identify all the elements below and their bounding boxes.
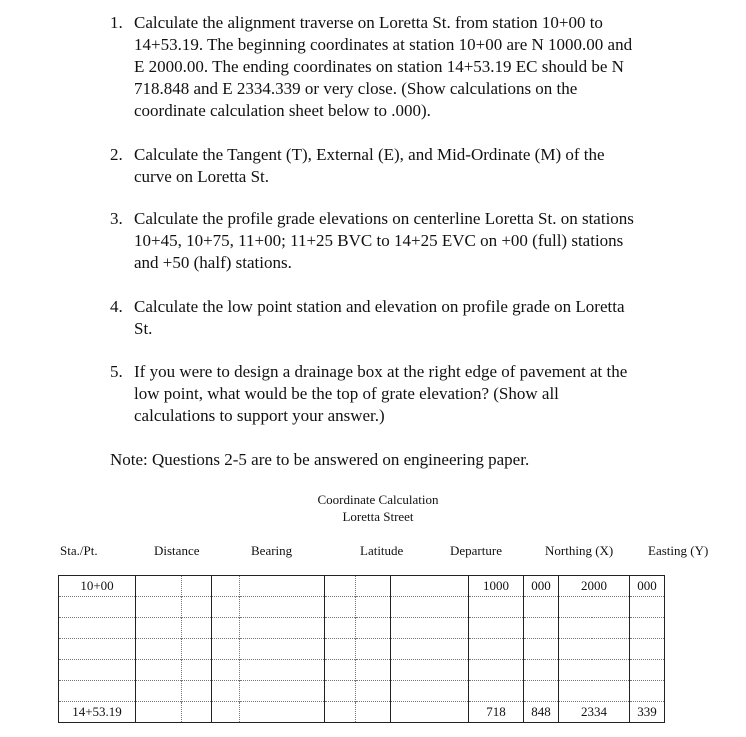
header-easting: Easting (Y)	[648, 543, 709, 558]
table-row	[59, 597, 665, 618]
question-number: 2.	[110, 145, 123, 164]
question-line: coordinate calculation sheet below to .000).	[134, 101, 431, 120]
question-line: Calculate the profile grade elevations on centerline Loretta St. on stations	[134, 209, 634, 228]
table-row	[59, 639, 665, 660]
table-row	[59, 660, 665, 681]
start-northing-dec: 000	[531, 578, 551, 593]
question-line: low point, what would be the top of grate elevation? (Show all	[134, 384, 559, 403]
header-distance: Distance	[154, 543, 200, 558]
cell-northing-dec[interactable]	[524, 702, 559, 723]
question-line: E 2000.00. The ending coordinates on station 14+53.19 EC should be N	[134, 57, 624, 76]
sheet-title: Coordinate Calculation	[317, 492, 439, 507]
question-line: Calculate the low point station and elevation on profile grade on Loretta	[134, 297, 625, 316]
cell-station[interactable]	[59, 576, 136, 597]
cell-bearing[interactable]	[240, 576, 325, 597]
question-line: and +50 (half) stations.	[134, 253, 292, 272]
header-departure: Departure	[450, 543, 502, 558]
question-line: 10+45, 10+75, 11+00; 11+25 BVC to 14+25 EVC on +00 (full) stations	[134, 231, 624, 250]
cell-easting[interactable]	[559, 702, 630, 723]
start-easting-dec: 000	[637, 578, 657, 593]
coordinate-calculation-table	[58, 575, 665, 723]
end-easting: 2334	[581, 704, 607, 719]
end-northing: 718	[486, 704, 506, 719]
end-easting-dec: 339	[637, 704, 657, 719]
question-line: St.	[134, 319, 153, 338]
cell-distance-dec[interactable]	[182, 576, 212, 597]
cell-northing-dec[interactable]	[524, 576, 559, 597]
sheet-subtitle: Loretta Street	[342, 509, 414, 524]
header-northing: Northing (X)	[545, 543, 614, 558]
question-number: 1.	[110, 13, 123, 32]
cell-bearing-deg[interactable]	[212, 576, 240, 597]
question-line: Calculate the Tangent (T), External (E), and Mid-Ordinate (M) of the	[134, 145, 605, 164]
question-number: 5.	[110, 362, 123, 381]
question-line: If you were to design a drainage box at the right edge of pavement at the	[134, 362, 628, 381]
question-number: 4.	[110, 297, 123, 316]
cell-station[interactable]	[59, 702, 136, 723]
question-2	[110, 144, 710, 188]
question-line: calculations to support your answer.)	[134, 406, 385, 425]
question-line: Calculate the alignment traverse on Loretta St. from station 10+00 to	[134, 13, 603, 32]
table-row-end	[59, 702, 665, 723]
cell-easting[interactable]	[559, 576, 630, 597]
question-number: 3.	[110, 209, 123, 228]
table-row	[59, 681, 665, 702]
cell-distance[interactable]	[136, 576, 182, 597]
start-station: 10+00	[80, 578, 114, 593]
cell-easting-dec[interactable]	[630, 702, 665, 723]
cell-northing[interactable]	[469, 576, 524, 597]
cell-northing[interactable]	[469, 702, 524, 723]
end-station: 14+53.19	[72, 704, 122, 719]
table-row-start	[59, 576, 665, 597]
cell-easting-dec[interactable]	[630, 576, 665, 597]
question-line: 14+53.19. The beginning coordinates at station 10+00 are N 1000.00 and	[134, 35, 633, 54]
question-1	[110, 12, 710, 122]
start-northing: 1000	[483, 578, 509, 593]
start-easting: 2000	[581, 578, 607, 593]
header-bearing: Bearing	[251, 543, 293, 558]
header-station: Sta./Pt.	[60, 543, 98, 558]
cell-latitude-dec[interactable]	[356, 576, 391, 597]
question-4	[110, 296, 710, 340]
table-row	[59, 618, 665, 639]
cell-latitude[interactable]	[325, 576, 356, 597]
question-line: 718.848 and E 2334.339 or very close. (Show calculations on the	[134, 79, 578, 98]
question-3	[110, 208, 710, 274]
question-line: curve on Loretta St.	[134, 167, 270, 186]
cell-departure[interactable]	[391, 576, 469, 597]
header-latitude: Latitude	[360, 543, 404, 558]
note-text: Note: Questions 2-5 are to be answered on engineering paper.	[110, 450, 530, 469]
sheet-title-block	[260, 491, 496, 525]
end-northing-dec: 848	[531, 704, 551, 719]
question-5	[110, 361, 710, 427]
